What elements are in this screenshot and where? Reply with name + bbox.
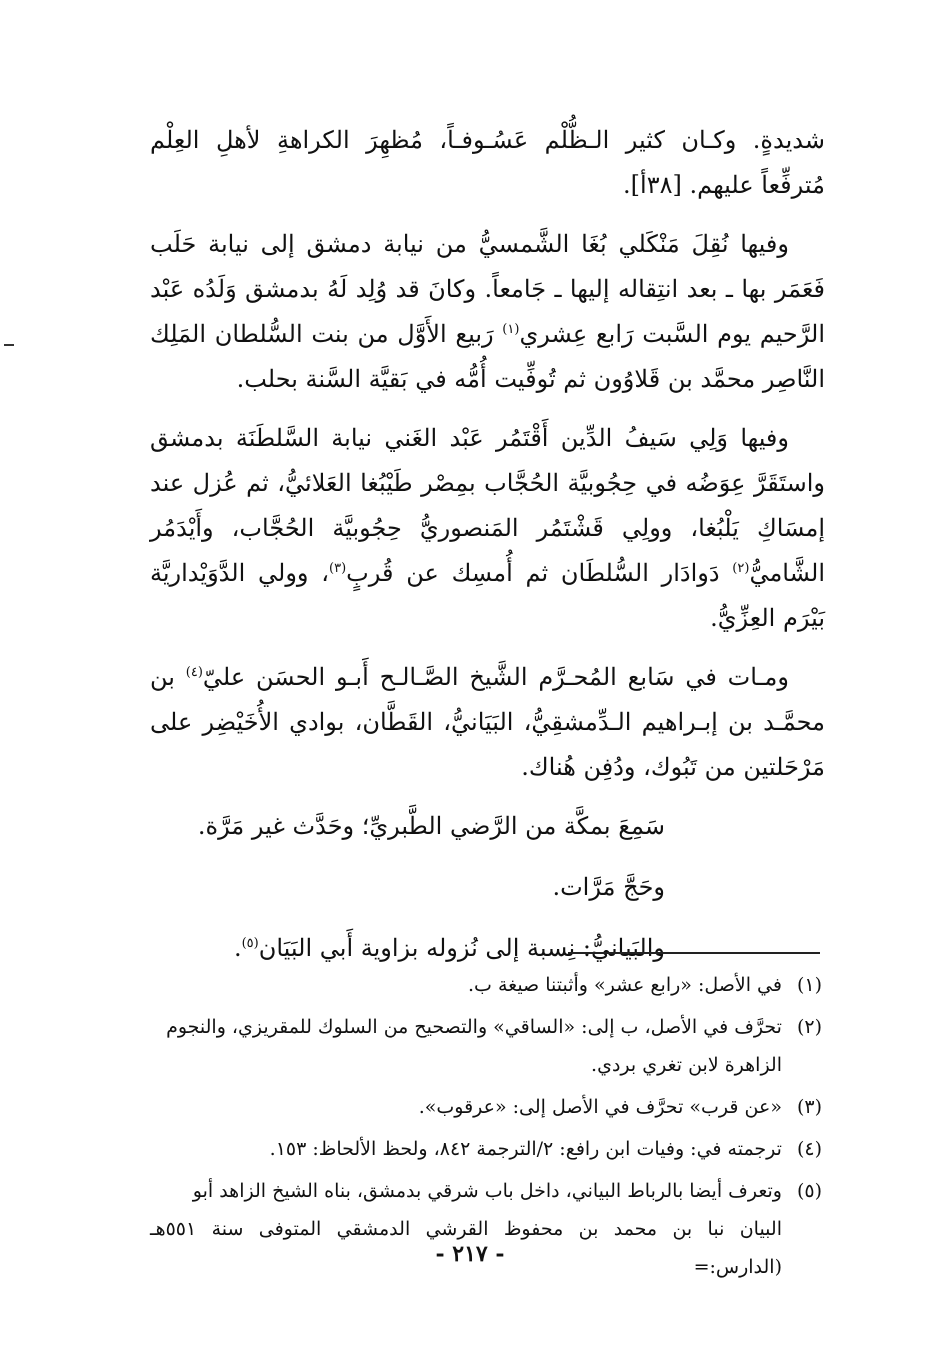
footnote-1: [150, 966, 822, 1004]
footnote-text: «عن قرب» تحرَّف في الأصل إلى: «عرقوب».: [418, 1096, 782, 1118]
paragraph-3: [150, 416, 825, 641]
footnote-ref-4: (٤): [185, 665, 203, 680]
line-hajj-text: وحَجَّ مَرَّات.: [552, 873, 665, 901]
footnote-ref-1: (١): [502, 322, 520, 337]
footnote-ref-5: (٥): [241, 936, 259, 951]
footnote-4: [150, 1130, 822, 1168]
footnote-2: [150, 1008, 822, 1084]
paragraph-1: [150, 118, 825, 208]
paragraph-2-text-end: رَبيع الأَوَّل من بنت السُّلطان المَلِك النَّاصِر محمَّد بن قَلاوُون ثم تُوفِّيت أُمُّه في بَقيَّة السَّنة بحلب.: [150, 320, 825, 393]
line-nisba-text-b: .: [233, 934, 242, 962]
footnote-number: (٥): [796, 1180, 822, 1202]
footnote-number: (٤): [796, 1138, 822, 1160]
footnote-number: (١): [796, 974, 822, 996]
footnote-ref-3: (٣): [329, 561, 347, 576]
footnote-ref-2: (٢): [732, 561, 750, 576]
paragraph-4-text-a: ومـات في سَابع المُحـرَّم الشَّيخ الصَّـالـح أَبـو الحسَن عليّ: [202, 663, 790, 691]
footnote-continuation: البيان نبا بن محمد بن محفوظ القرشي الدمشقي المتوفى سنة ٥٥١هـ (الدارس:=: [150, 1218, 782, 1278]
footnote-text: تحرَّف في الأصل، ب إلى: «الساقي» والتصحيح من السلوك للمقريزي، والنجوم: [166, 1016, 782, 1038]
paragraph-2: [150, 222, 825, 402]
footnote-number: (٣): [796, 1096, 822, 1118]
line-nisba: [150, 926, 825, 971]
footnote-continuation: الزاهرة لابن تغري بردي.: [591, 1054, 782, 1076]
footnote-separator: [568, 952, 820, 954]
line-nisba-text-a: والبَيانيُّ: نِسبة إلى نُزوله بزاوية أَبي البَيَان: [258, 934, 665, 962]
paragraph-4-text-b: بن محمَّـد بن إبـراهيم الـدِّمشقِيُّ، البَيَانيُّ، القَطَّان، بوادي الأُخَيْضِر على مَرْحَلتين من تَبُوك، ودُفِن هُناك.: [150, 663, 825, 781]
paragraph-2-text: وفيها نُقِلَ مَنْكَلي بُغَا الشَّمسيُّ من نيابة دمشق إلى نيابة حَلَب فَعَمَر بها ـ بعد انتِقاله إليها ـ جَامعاً. وكانَ قد وُلِد لَهُ بدمشق وَلَدُه عَبْد الرَّحيم يوم السَّبت رَابع عِشري: [150, 230, 825, 348]
footnote-number: (٢): [796, 1016, 822, 1038]
paragraph-3-text-a: وفيها وَلِي سَيفُ الدِّين أَقْتَمُر عَبْد الغَني نيابة السَّلطَنَة بدمشق واستَقَرَّ عِوَضُه في حِجُوبيَّة الحُجَّاب بمِصْر طَيْبُغا العَلائيُّ، ثم عُزل عند إمسَاكِ يَلْبُغا، وولِي قَشْتَمُر المَنصوريُّ حِجُوبيَّة الحُجَّاب، وأَيْدَمُر الشَّاميُّ: [150, 424, 825, 587]
line-heard-text: سَمِعَ بمكَّة من الرَّضي الطَّبريِّ؛ وحَدَّث غير مَرَّة.: [197, 812, 665, 840]
footnote-text: ترجمته في: وفيات ابن رافع: ٢/الترجمة ٨٤٢، ولحظ الألحاظ: ١٥٣.: [269, 1138, 782, 1160]
line-heard: [150, 804, 825, 849]
footnote-3: [150, 1088, 822, 1126]
main-text: [150, 118, 825, 987]
paragraph-3-text-c: ، وولي الدَّوَيْداريَّة بَيْرَم العِزِّيُّ.: [150, 559, 825, 632]
footnote-text: في الأصل: «رابع عشر» وأثبتنا صيغة ب.: [468, 974, 782, 996]
paragraph-4: [150, 655, 825, 790]
margin-mark: [4, 344, 14, 346]
line-hajj: [150, 865, 825, 910]
footnote-5: [150, 1172, 822, 1286]
footnote-text: وتعرف أيضا بالرباط البياني، داخل باب شرقي بدمشق، بناه الشيخ الزاهد أبو: [192, 1180, 782, 1202]
paragraph-3-text-b: دَوادَار السُّلطَان ثم أُمسِك عن قُربٍ: [346, 559, 733, 587]
paragraph-1-text: شديدةٍ. وكـان كثير الـظُّلْم عَسُـوفـاً، مُظهِرَ الكراهةِ لأهلِ العِلْم مُترفِّعاً عليهم. [٣٨أ].: [150, 126, 825, 199]
page-number: - ٢١٧ -: [435, 1241, 505, 1267]
